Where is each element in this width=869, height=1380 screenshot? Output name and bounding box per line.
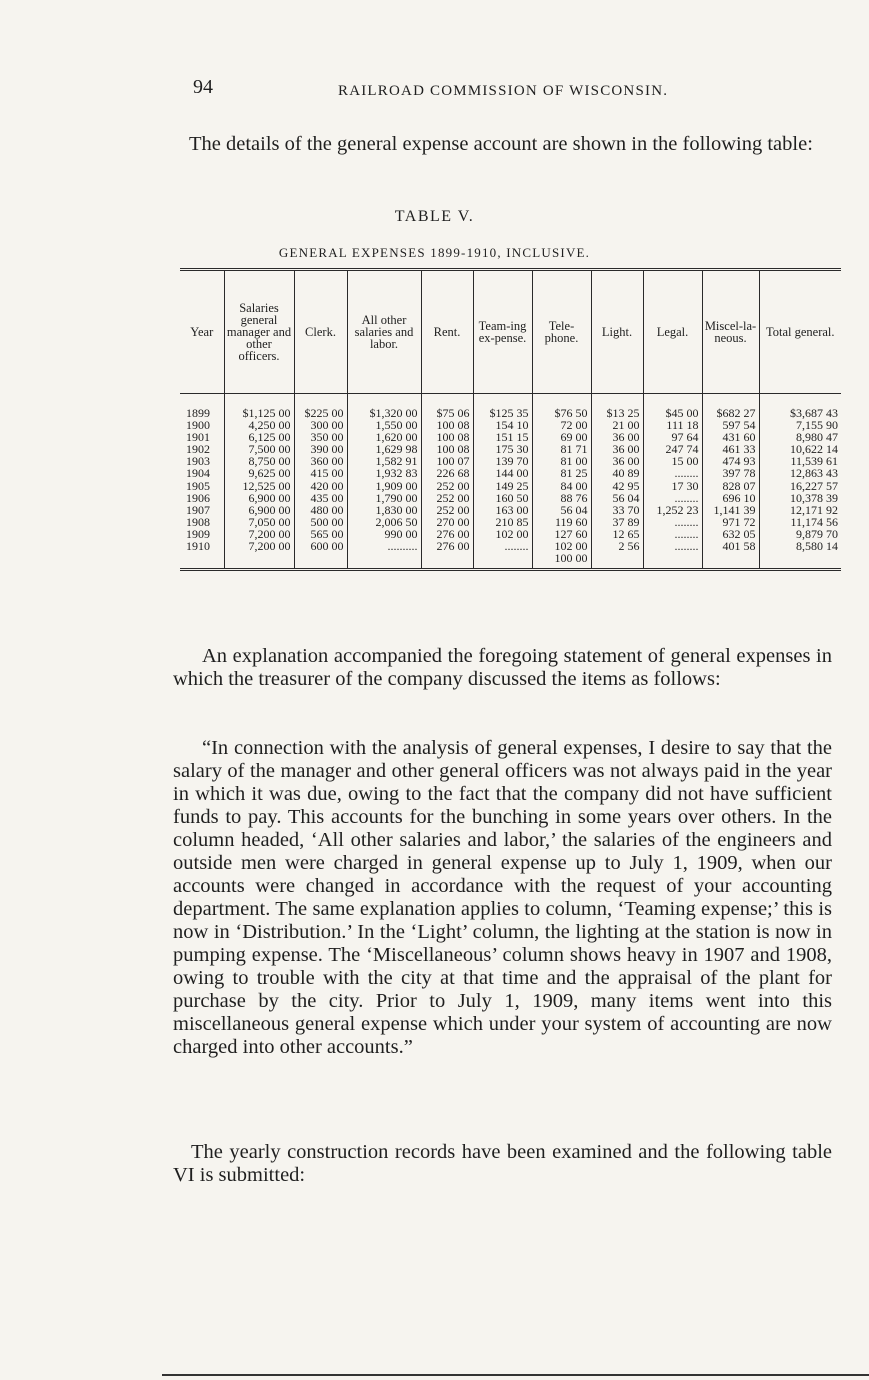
table-cell: $45 00	[665, 407, 699, 420]
table-cell: 1910	[186, 540, 210, 553]
table-cell: 1909	[186, 527, 210, 541]
table-cell: 11,174 56	[790, 515, 838, 528]
table-cell: 360 00	[310, 455, 344, 468]
col-salaries-officers	[224, 394, 294, 570]
table-cell: 144 00	[495, 467, 529, 480]
table-header-row	[180, 270, 841, 394]
table-cell: 100 08	[436, 419, 470, 432]
table-cell: 247 74	[665, 443, 699, 456]
table-cell: 990 00	[384, 527, 418, 541]
table-cell: $1,320 00	[369, 407, 418, 420]
table-cell: 210 85	[495, 515, 529, 528]
col-header-other-salaries: All other salaries and labor.	[347, 270, 421, 394]
table-cell: 6,125 00	[248, 431, 291, 444]
table-cell: 435 00	[310, 491, 344, 504]
table-cell: ........	[674, 540, 699, 553]
table-cell: 461 33	[722, 443, 756, 456]
table-cell: 1905	[186, 479, 210, 492]
table-cell: 420 00	[310, 479, 344, 492]
table-cell: 149 25	[495, 479, 529, 492]
table-cell: 1899	[186, 407, 210, 420]
table-cell: 252 00	[436, 479, 470, 492]
table-cell: 8,980 47	[796, 431, 838, 444]
table-cell: 300 00	[310, 419, 344, 432]
table-cell: ........	[674, 467, 699, 480]
table-cell: 36 00	[612, 455, 640, 468]
table-cell: 480 00	[310, 503, 344, 516]
table-title: TABLE V.	[394, 208, 475, 225]
col-total	[759, 394, 841, 570]
table-cell: 9,879 70	[796, 527, 838, 541]
table-body-row	[180, 394, 841, 570]
table-cell: $13 25	[606, 407, 640, 420]
table-cell: ........	[674, 491, 699, 504]
intro-paragraph: The details of the general expense account are shown in the following table:	[189, 133, 813, 155]
table-cell: 1,629 98	[375, 443, 418, 456]
col-header-total: Total general.	[759, 270, 841, 394]
running-head: RAILROAD COMMISSION OF WISCONSIN.	[338, 83, 669, 99]
table-cell: 40 89	[612, 467, 640, 480]
table-cell: $225 00	[304, 407, 344, 420]
table-cell: ........	[674, 527, 699, 541]
table-cell: 42 95	[612, 479, 640, 492]
col-header-salaries-officers: Salaries general manager and other officers.	[224, 270, 294, 394]
col-header-rent: Rent.	[421, 270, 473, 394]
table-cell: 17 30	[671, 479, 699, 492]
table-cell: 160 50	[495, 491, 529, 504]
table-cell: 600 00	[310, 540, 344, 553]
table-cell: 8,750 00	[248, 455, 291, 468]
table-cell: ........	[504, 540, 529, 553]
table-cell: 1906	[186, 491, 210, 504]
table-cell: 1900	[186, 419, 210, 432]
table-cell: 175 30	[495, 443, 529, 456]
table-cell: 1903	[186, 455, 210, 468]
table-cell: 276 00	[436, 540, 470, 553]
table-cell: 72 00	[560, 419, 588, 432]
table-cell: 12,171 92	[790, 503, 838, 516]
col-teaming	[473, 394, 532, 570]
table-cell: 139 70	[495, 455, 529, 468]
table-cell: 2,006 50	[375, 515, 418, 528]
table-cell: 431 60	[722, 431, 756, 444]
table-cell: 1902	[186, 443, 210, 456]
table-cell: 102 00	[495, 527, 529, 541]
table-cell: 119 60	[554, 515, 588, 528]
table-cell: 7,200 00	[248, 527, 291, 541]
table-cell: 36 00	[612, 431, 640, 444]
table-cell: 226 68	[436, 467, 470, 480]
col-header-miscellaneous: Miscel-la-neous.	[702, 270, 759, 394]
col-header-clerk: Clerk.	[294, 270, 347, 394]
table-cell: 390 00	[310, 443, 344, 456]
table-cell: 397 78	[722, 467, 756, 480]
col-light	[591, 394, 643, 570]
table-cell: 971 72	[722, 515, 756, 528]
table-cell: $76 50	[554, 407, 588, 420]
table-cell: 1,550 00	[375, 419, 418, 432]
table-cell: 7,050 00	[248, 515, 291, 528]
general-expenses-table	[180, 268, 841, 571]
treasurer-quote: “In connection with the analysis of general expenses, I desire to say that the salary of the manager and other general officers was not always paid in the year in which it was due, owing to the fact that the company did not have sufficient funds to pay. This accounts for the bunching in some years over others. In the column headed, ‘All other salaries and labor,’ the salaries of the engineers and outside men were charged in general expense up to July 1, 1909, when our accounts were changed in accordance with the request of your accounting department. The same explanation applies to column, ‘Teaming expense;’ this is now in ‘Distribution.’ In the ‘Light’ column, the lighting at the station is now in pumping expense. The ‘Miscellaneous’ column shows heavy in 1907 and 1908, owing to trouble with the city at that time and the appraisal of the plant for purchase by the city. Prior to July 1, 1909, many items went into this miscellaneous general expense which under your system of accounting are now charged into other accounts.”	[173, 737, 832, 1058]
table-cell: 81 00	[560, 455, 588, 468]
table-cell: 1,141 39	[713, 503, 756, 516]
col-miscellaneous	[702, 394, 759, 570]
table-cell: 88 76	[560, 491, 588, 504]
table-cell: 597 54	[722, 419, 756, 432]
table-cell: 56 04	[560, 503, 588, 516]
page-bottom-rule	[162, 1374, 869, 1376]
table-cell: 6,900 00	[248, 503, 291, 516]
table-cell: 7,155 90	[796, 419, 838, 432]
table-cell: 1,909 00	[375, 479, 418, 492]
table-cell: 4,250 00	[248, 419, 291, 432]
table-cell: ........	[674, 515, 699, 528]
table-cell: 8,580 14	[796, 540, 838, 553]
table-cell: 21 00	[612, 419, 640, 432]
table-cell: 100 08	[436, 431, 470, 444]
table-cell: 56 04	[612, 491, 640, 504]
table-cell: 81 71	[560, 443, 588, 456]
table-cell: 15 00	[671, 455, 699, 468]
table-cell: 252 00	[436, 503, 470, 516]
table-cell: 632 05	[722, 527, 756, 541]
table-cell: 154 10	[495, 419, 529, 432]
table-cell: 12,863 43	[790, 467, 838, 480]
table-cell: 69 00	[560, 431, 588, 444]
table-cell: 12,525 00	[242, 479, 291, 492]
col-legal	[643, 394, 702, 570]
table-cell: 7,200 00	[248, 540, 291, 553]
table-caption: GENERAL EXPENSES 1899-1910, INCLUSIVE.	[278, 245, 591, 260]
table-cell: 415 00	[310, 467, 344, 480]
table-cell: 270 00	[436, 515, 470, 528]
col-header-teaming: Team-ing ex-pense.	[473, 270, 532, 394]
table-cell: 127 60	[554, 527, 588, 541]
table-cell: 7,500 00	[248, 443, 291, 456]
table-cell: 151 15	[495, 431, 529, 444]
table-cell: 276 00	[436, 527, 470, 541]
table-cell: 163 00	[495, 503, 529, 516]
table-cell: 252 00	[436, 491, 470, 504]
table-cell: 1,582 91	[375, 455, 418, 468]
table-cell: 401 58	[722, 540, 756, 553]
table-cell: 36 00	[612, 443, 640, 456]
table-cell: 696 10	[722, 491, 756, 504]
table-cell: $75 06	[436, 407, 470, 420]
table-cell: ..........	[387, 540, 418, 553]
table-cell: 37 89	[612, 515, 640, 528]
table-cell: 10,622 14	[790, 443, 838, 456]
col-header-light: Light.	[591, 270, 643, 394]
table-cell: $1,125 00	[242, 407, 291, 420]
col-year	[180, 394, 224, 570]
table-cell: 100 08	[436, 443, 470, 456]
table-cell: 102 00	[554, 540, 588, 553]
table-cell: 1904	[186, 467, 210, 480]
col-header-telephone: Tele-phone.	[532, 270, 591, 394]
table-cell: 81 25	[560, 467, 588, 480]
table-cell: 828 07	[722, 479, 756, 492]
table-cell: 1,932 83	[375, 467, 418, 480]
table-cell: 1,790 00	[375, 491, 418, 504]
table-cell: 565 00	[310, 527, 344, 541]
table-cell: 500 00	[310, 515, 344, 528]
table-cell: 84 00	[560, 479, 588, 492]
table-cell: $3,687 43	[790, 407, 838, 420]
col-header-legal: Legal.	[643, 270, 702, 394]
table-cell: 16,227 57	[790, 479, 838, 492]
table-cell: 10,378 39	[790, 491, 838, 504]
col-header-year: Year	[180, 270, 224, 394]
table-cell: 1907	[186, 503, 210, 516]
table-cell: 12 65	[612, 527, 640, 541]
table-cell: 33 70	[612, 503, 640, 516]
table-cell: 1,252 23	[656, 503, 699, 516]
table-cell: 111 18	[666, 419, 699, 432]
col-other-salaries	[347, 394, 421, 570]
explanation-paragraph: An explanation accompanied the foregoing statement of general expenses in which the treasurer of the company discussed the items as follows:	[173, 645, 832, 690]
table-cell: 474 93	[722, 455, 756, 468]
table-cell: 2 56	[618, 540, 640, 553]
table-cell: 350 00	[310, 431, 344, 444]
page-number: 94	[193, 76, 213, 98]
table-cell: 100 07	[436, 455, 470, 468]
table-cell: 11,539 61	[790, 455, 838, 468]
col-clerk	[294, 394, 347, 570]
col-rent	[421, 394, 473, 570]
closing-paragraph: The yearly construction records have been examined and the following table VI is submitted:	[173, 1141, 832, 1186]
table-cell: 1901	[186, 431, 210, 444]
table-cell: 6,900 00	[248, 491, 291, 504]
table-cell: 97 64	[671, 431, 699, 444]
table-cell: 1,620 00	[375, 431, 418, 444]
table-cell: 100 00	[554, 552, 588, 565]
table-cell: 9,625 00	[248, 467, 291, 480]
table-cell: $682 27	[716, 407, 756, 420]
table-cell: 1,830 00	[375, 503, 418, 516]
table-cell: 1908	[186, 515, 210, 528]
col-telephone	[532, 394, 591, 570]
table-cell: $125 35	[489, 407, 529, 420]
